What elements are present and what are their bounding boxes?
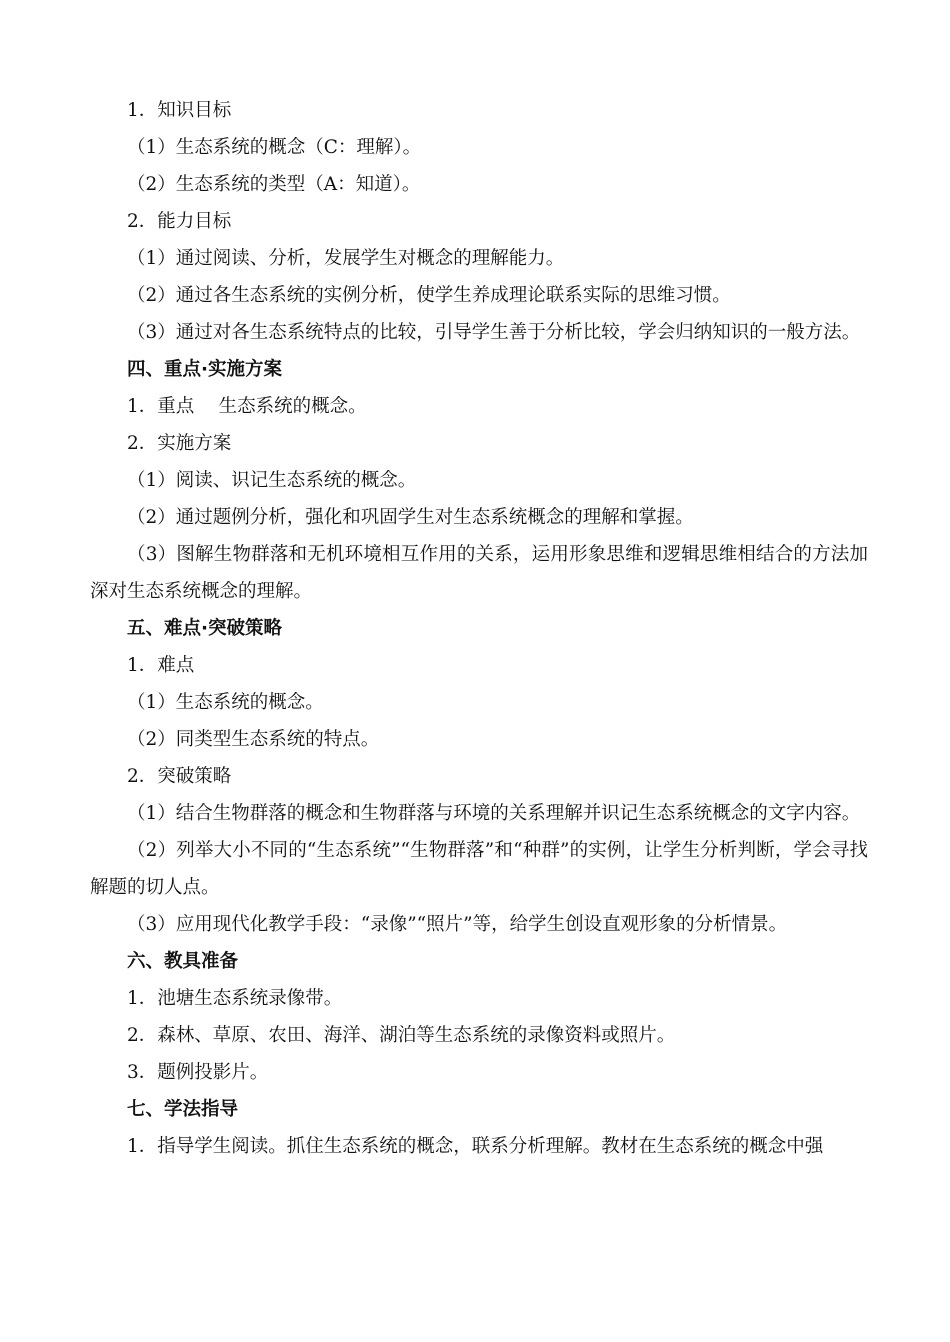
teaching-aid-item-3: 3．题例投影片。 xyxy=(127,1062,269,1083)
ability-goal-item-1: （1）通过阅读、分析，发展学生对概念的理解能力。 xyxy=(127,248,565,269)
knowledge-goal-item-2: （2）生态系统的类型（A：知道）。 xyxy=(127,174,421,195)
section-heading-difficulties: 五、难点·突破策略 xyxy=(127,618,283,639)
section-heading-study-guidance: 七、学法指导 xyxy=(127,1099,239,1120)
teaching-aid-item-1: 1．池塘生态系统录像带。 xyxy=(127,988,343,1009)
difficulty-title: 1．难点 xyxy=(127,655,195,676)
strategy-item-3: （3）应用现代化教学手段：“录像”“照片”等，给学生创设直观形象的分析情景。 xyxy=(127,914,788,935)
implementation-title: 2．实施方案 xyxy=(127,433,232,454)
implementation-item-3: （3）图解生物群落和无机环境相互作用的关系，运用形象思维和逻辑思维相结合的方法加深对生态系统概念的理解。 xyxy=(90,544,868,602)
document-page xyxy=(90,92,868,1165)
key-point: 1．重点 生态系统的概念。 xyxy=(127,396,367,417)
ability-goal-item-3: （3）通过对各生态系统特点的比较，引导学生善于分析比较，学会归纳知识的一般方法。 xyxy=(127,322,861,343)
strategy-item-2: （2）列举大小不同的“生态系统”“生物群落”和“种群”的实例，让学生分析判断，学会寻找解题的切人点。 xyxy=(90,840,868,898)
section-heading-teaching-aids: 六、教具准备 xyxy=(127,951,239,972)
knowledge-goal-item-1: （1）生态系统的概念（C：理解）。 xyxy=(127,137,422,158)
strategy-item-1: （1）结合生物群落的概念和生物群落与环境的关系理解并识记生态系统概念的文字内容。 xyxy=(127,803,861,824)
teaching-aid-item-2: 2．森林、草原、农田、海洋、湖泊等生态系统的录像资料或照片。 xyxy=(127,1025,676,1046)
implementation-item-1: （1）阅读、识记生态系统的概念。 xyxy=(127,470,417,491)
ability-goal-item-2: （2）通过各生态系统的实例分析，使学生养成理论联系实际的思维习惯。 xyxy=(127,285,731,306)
implementation-item-2: （2）通过题例分析，强化和巩固学生对生态系统概念的理解和掌握。 xyxy=(127,507,694,528)
strategy-title: 2．突破策略 xyxy=(127,766,232,787)
difficulty-item-1: （1）生态系统的概念。 xyxy=(127,692,324,713)
knowledge-goal-title: 1．知识目标 xyxy=(127,100,232,121)
difficulty-item-2: （2）同类型生态系统的特点。 xyxy=(127,729,380,750)
ability-goal-title: 2．能力目标 xyxy=(127,211,232,232)
section-heading-key-points: 四、重点·实施方案 xyxy=(127,359,283,380)
study-guidance-item-1: 1．指导学生阅读。抓住生态系统的概念，联系分析理解。教材在生态系统的概念中强 xyxy=(127,1136,824,1157)
